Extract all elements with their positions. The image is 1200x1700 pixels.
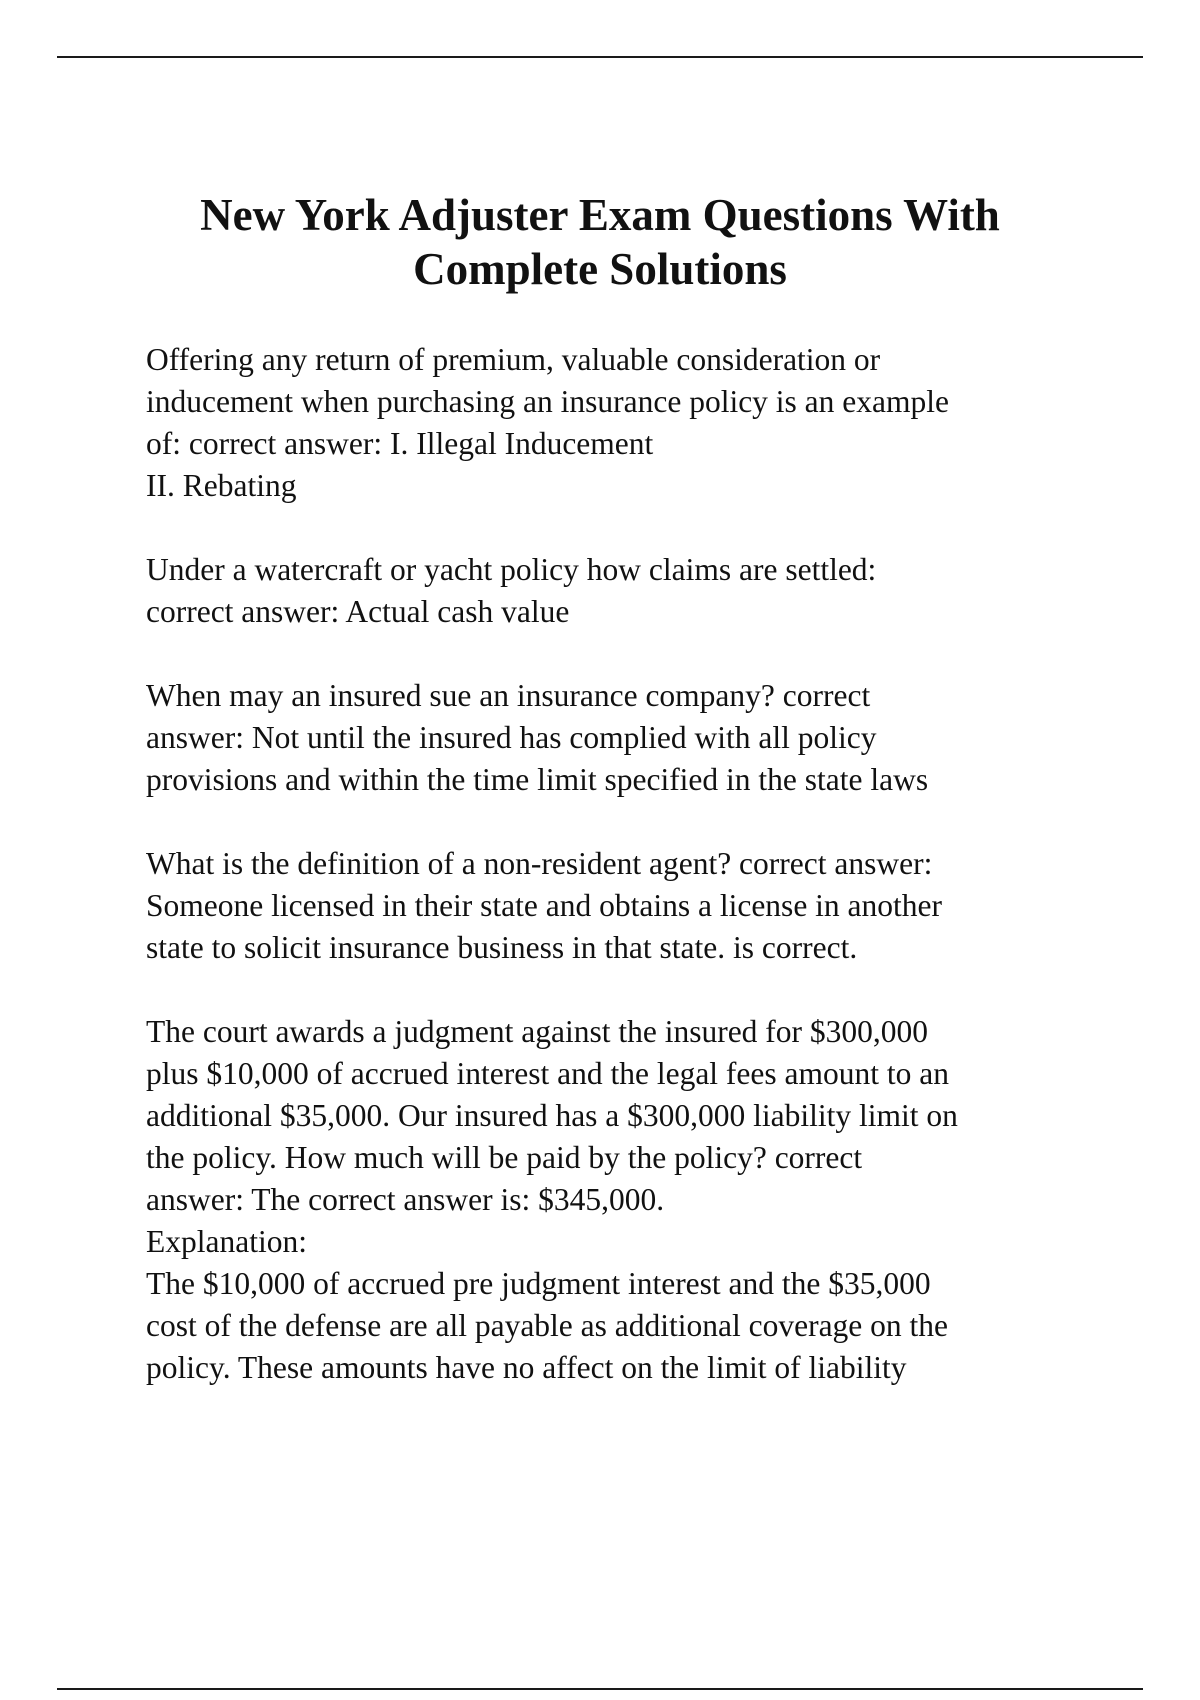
bottom-divider [57, 1688, 1143, 1690]
qa-line: II. Rebating [146, 468, 297, 503]
qa-item-4 [146, 843, 1106, 969]
qa-item-1 [146, 339, 1106, 507]
qa-line: Under a watercraft or yacht policy how claims are settled: [146, 552, 877, 587]
qa-line: answer: The correct answer is: $345,000. [146, 1182, 665, 1217]
qa-line: the policy. How much will be paid by the policy? correct [146, 1140, 863, 1175]
qa-line: provisions and within the time limit specified in the state laws [146, 762, 929, 797]
question-list [146, 339, 1106, 1431]
title-line: Complete Solutions [413, 244, 787, 294]
qa-line: plus $10,000 of accrued interest and the legal fees amount to an [146, 1056, 949, 1091]
qa-item-5 [146, 1011, 1106, 1389]
qa-line: Offering any return of premium, valuable consideration or [146, 342, 881, 377]
qa-line: inducement when purchasing an insurance policy is an example [146, 384, 949, 419]
qa-line: The $10,000 of accrued pre judgment interest and the $35,000 [146, 1266, 931, 1301]
qa-line: additional $35,000. Our insured has a $300,000 liability limit on [146, 1098, 958, 1133]
top-divider [57, 56, 1143, 58]
qa-line: Explanation: [146, 1224, 307, 1259]
qa-line: correct answer: Actual cash value [146, 594, 570, 629]
qa-item-2 [146, 549, 1106, 633]
qa-line: answer: Not until the insured has complied with all policy [146, 720, 877, 755]
qa-line: state to solicit insurance business in that state. is correct. [146, 930, 858, 965]
qa-line: Someone licensed in their state and obtains a license in another [146, 888, 943, 923]
qa-line: policy. These amounts have no affect on the limit of liability [146, 1350, 907, 1385]
document-title [120, 188, 1080, 296]
qa-line: What is the definition of a non-resident agent? correct answer: [146, 846, 933, 881]
qa-line: The court awards a judgment against the insured for $300,000 [146, 1014, 929, 1049]
qa-line: of: correct answer: I. Illegal Inducement [146, 426, 654, 461]
qa-item-3 [146, 675, 1106, 801]
title-line: New York Adjuster Exam Questions With [200, 190, 1000, 240]
qa-line: When may an insured sue an insurance company? correct [146, 678, 871, 713]
qa-line: cost of the defense are all payable as additional coverage on the [146, 1308, 949, 1343]
